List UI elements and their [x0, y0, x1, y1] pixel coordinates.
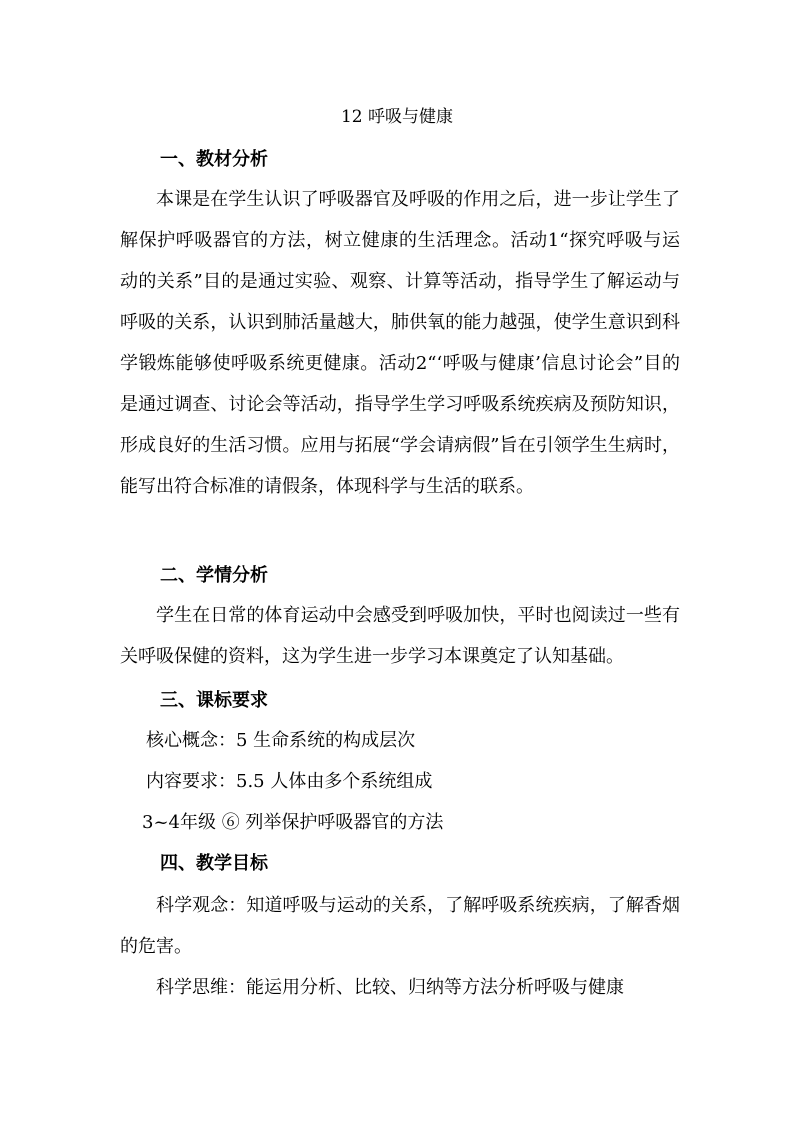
section-heading-curriculum-requirements: 三、课标要求	[160, 690, 268, 711]
document-title: 12 呼吸与健康	[340, 107, 454, 127]
curriculum-line-content-requirement: 内容要求：5.5 人体由多个系统组成	[146, 771, 433, 792]
paragraph-science-concept: 科学观念：知道呼吸与运动的关系，了解呼吸系统疾病，了解香烟的危害。	[120, 895, 680, 957]
paragraph-student-analysis: 学生在日常的体育运动中会感受到呼吸加快，平时也阅读过一些有关呼吸保健的资料，这为学生进一步学习本课奠定了认知基础。	[120, 605, 680, 667]
curriculum-line-grade-requirement: 3~4年级 ⑥ 列举保护呼吸器官的方法	[142, 812, 444, 833]
section-heading-textbook-analysis: 一、教材分析	[160, 149, 268, 170]
curriculum-line-core-concept: 核心概念：5 生命系统的构成层次	[146, 730, 416, 751]
section-heading-teaching-objectives: 四、教学目标	[160, 853, 268, 874]
paragraph-textbook-analysis: 本课是在学生认识了呼吸器官及呼吸的作用之后，进一步让学生了解保护呼吸器官的方法，树立健康的生活理念。活动1“探究呼吸与运动的关系”目的是通过实验、观察、计算等活动，指导学生了解运动与呼吸的关系，认识到肺活量越大，肺供氧的能力越强，使学生意识到科学锻炼能够使呼吸系统更健康。活动2“‘呼吸与健康’信息讨论会”目的是通过调查、讨论会等活动，指导学生学习呼吸系统疾病及预防知识，形成良好的生活习惯。应用与拓展“学会请病假”旨在引领学生生病时，能写出符合标准的请假条，体现科学与生活的联系。	[120, 189, 680, 497]
paragraph-science-thinking: 科学思维：能运用分析、比较、归纳等方法分析呼吸与健康	[156, 977, 624, 998]
section-heading-student-analysis: 二、学情分析	[160, 565, 268, 586]
